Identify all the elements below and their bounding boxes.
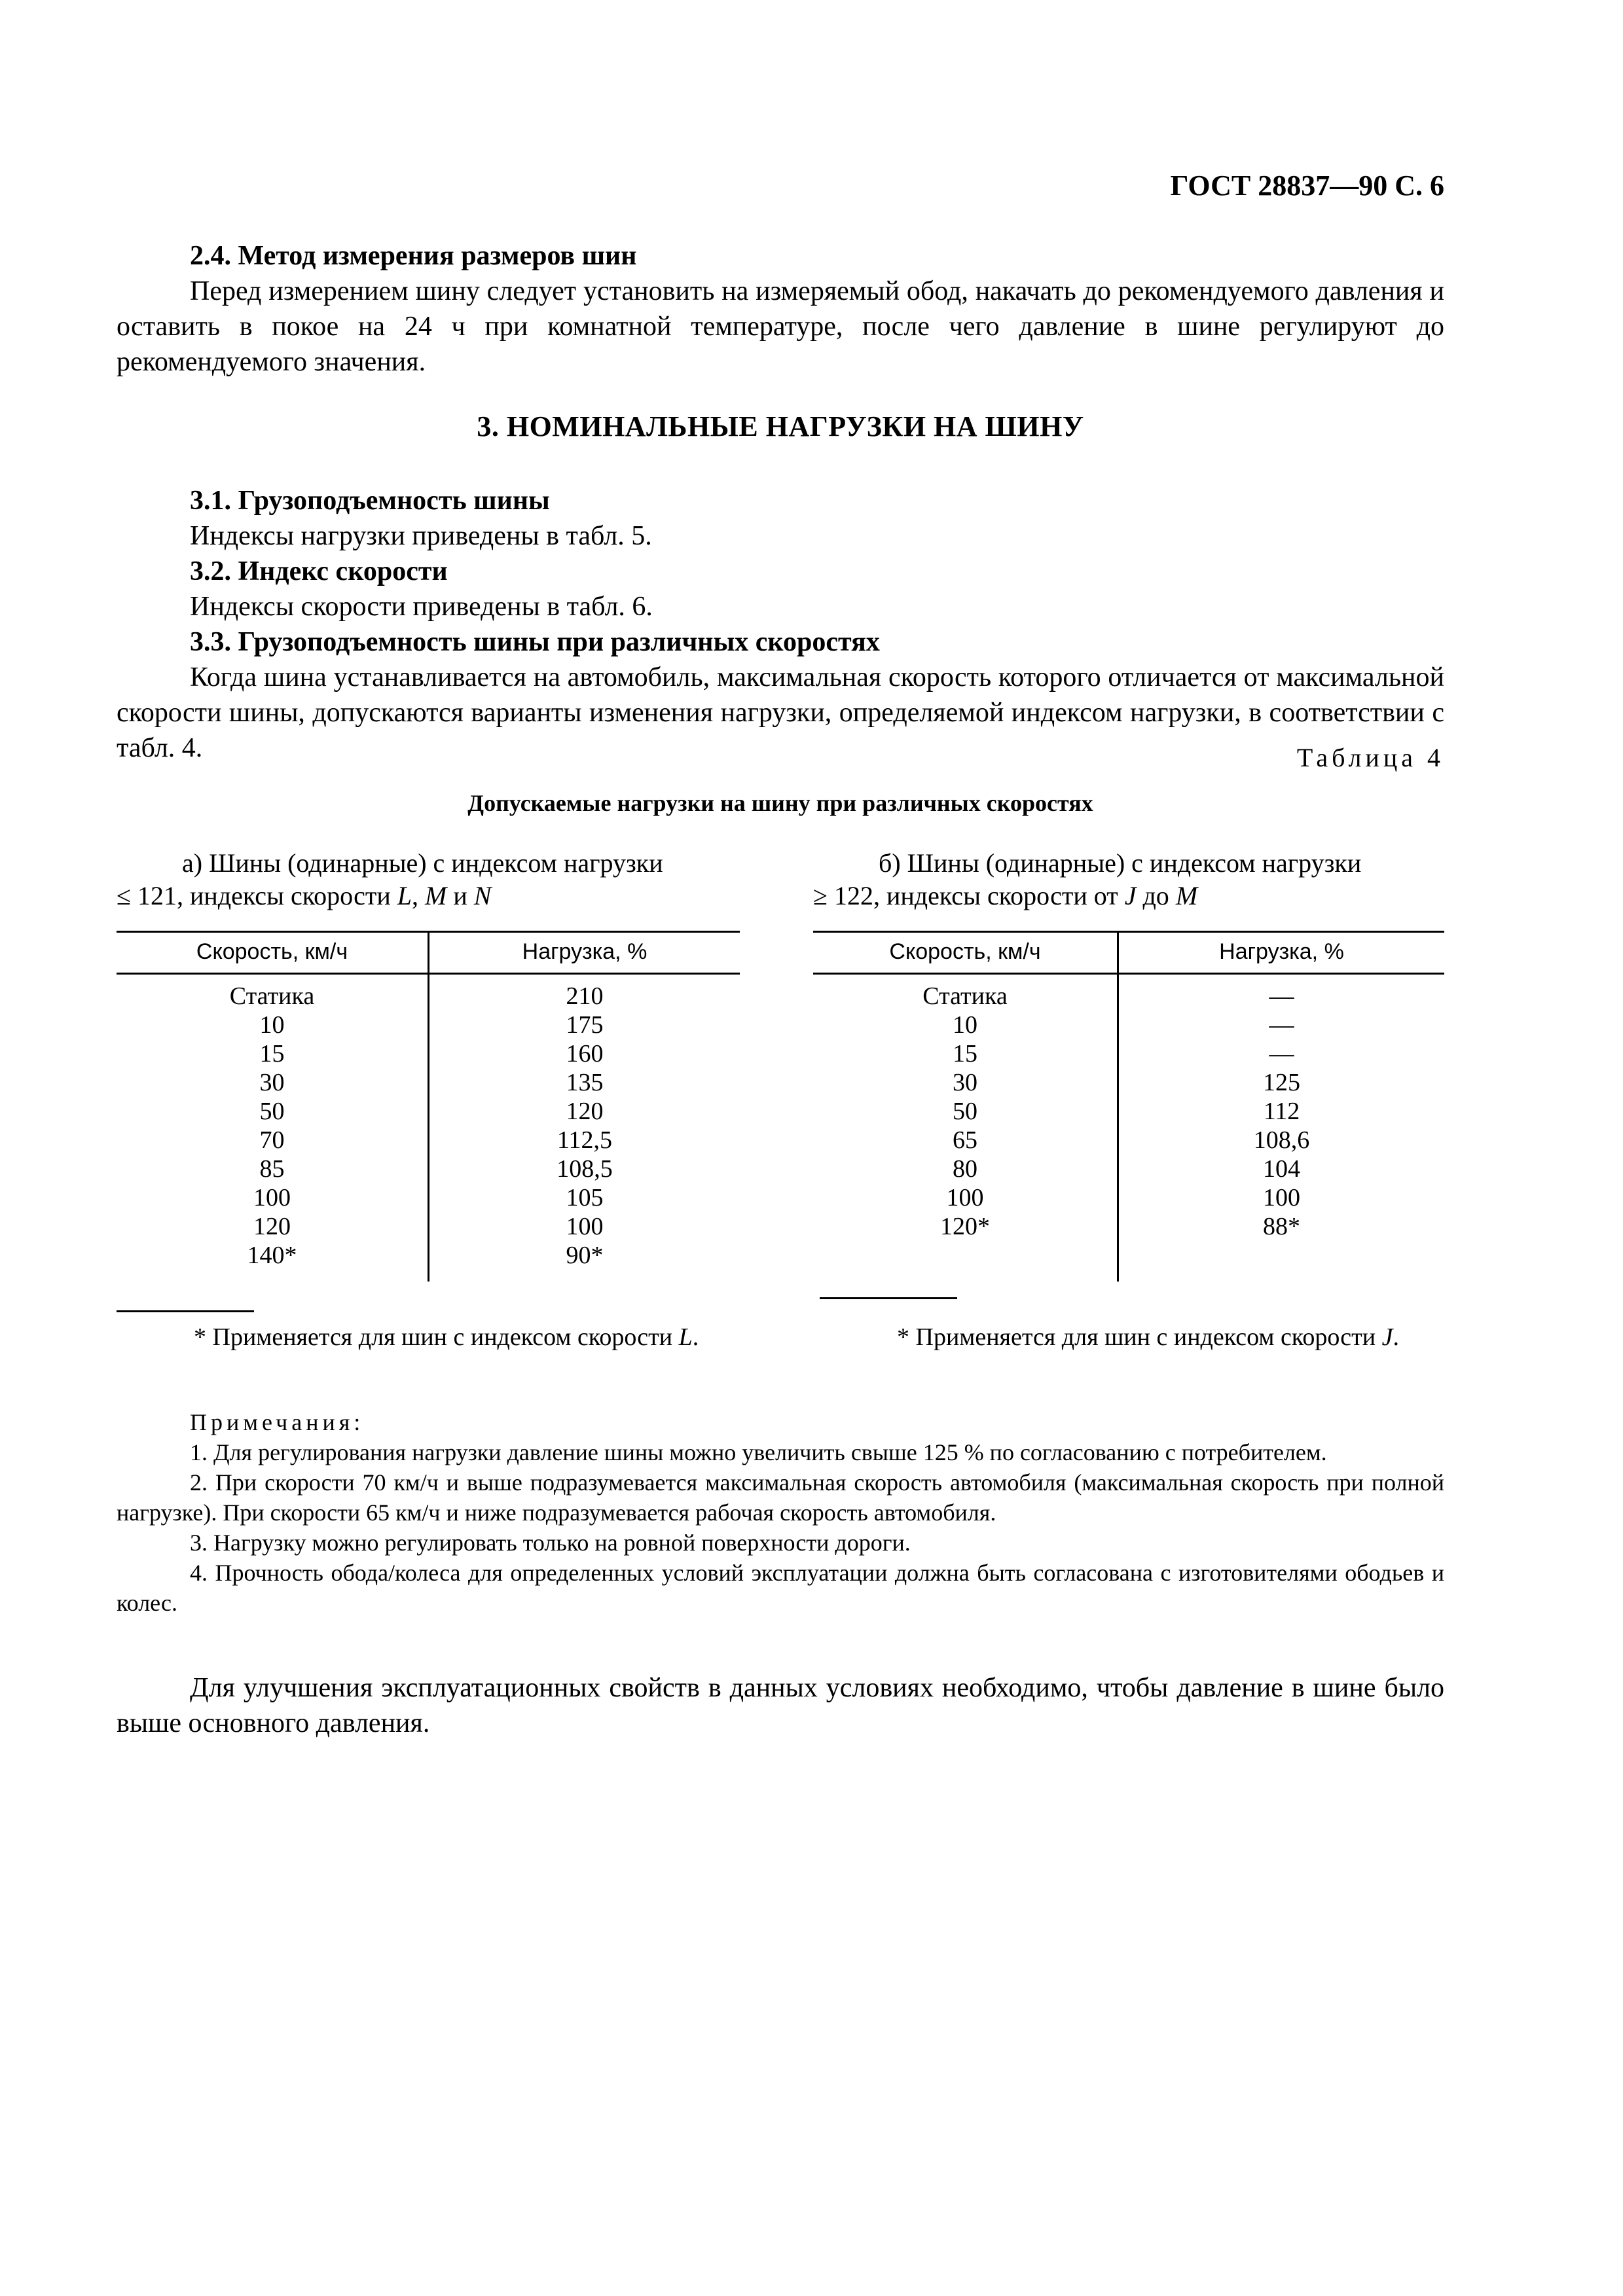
- footnote-b-end: .: [1393, 1323, 1399, 1351]
- section-3-subsections: [117, 483, 1444, 766]
- table-cell-speed: 65: [953, 1126, 977, 1154]
- table-cell-speed: 100: [253, 1184, 291, 1211]
- subtable-a-caption: [117, 847, 739, 912]
- section-3-title: 3. НОМИНАЛЬНЫЕ НАГРУЗКИ НА ШИНУ: [477, 410, 1084, 442]
- table-cell-speed: Статика: [922, 982, 1008, 1010]
- table-cell-load: 108,5: [556, 1155, 613, 1183]
- table-caption: Допускаемые нагрузки на шину при различных скоростях: [467, 790, 1093, 816]
- page-header: ГОСТ 28837—90 С. 6: [1170, 170, 1444, 202]
- notes-heading: Примечания:: [190, 1409, 365, 1435]
- notes: [117, 1407, 1444, 1618]
- table-cell-load: —: [1269, 1040, 1294, 1067]
- table-a-header-speed: Скорость, км/ч: [196, 939, 348, 964]
- speed-index-m: M: [1175, 881, 1198, 910]
- table-cell-speed: 80: [953, 1155, 977, 1183]
- footnote-b-symbol: J: [1381, 1323, 1393, 1351]
- table-cell-load: —: [1269, 1011, 1294, 1039]
- table-cell-speed: 15: [259, 1040, 285, 1067]
- table-b-header-load: Нагрузка, %: [1219, 939, 1344, 964]
- footnote-b-rule: [820, 1297, 957, 1299]
- caption-separator: и: [447, 881, 474, 910]
- subtable-a-caption-line2: [117, 880, 739, 912]
- footnote-a: [117, 1321, 732, 1354]
- subtable-a-caption-prefix: ≤ 121, индексы скорости: [117, 881, 397, 910]
- final-paragraph: Для улучшения эксплуатационных свойств в данных условиях необходимо, чтобы давление в шине было выше основного давления.: [117, 1673, 1444, 1738]
- footnote-a-symbol: L: [678, 1323, 693, 1351]
- table-cell-speed: 50: [259, 1098, 285, 1125]
- table-cell-speed: 100: [946, 1184, 984, 1211]
- table-cell-speed: 140*: [247, 1242, 297, 1269]
- table-cell-speed: 50: [953, 1098, 977, 1125]
- table-label: Таблица 4: [1296, 743, 1444, 772]
- table-cell-speed: 10: [953, 1011, 977, 1039]
- table-cell-load: 100: [566, 1213, 604, 1240]
- note-item: 4. Прочность обода/колеса для определенных условий эксплуатации должна быть согласована с изготовителями ободьев и колес.: [117, 1560, 1444, 1616]
- table-cell-speed: 15: [953, 1040, 977, 1067]
- table-cell-speed: 30: [953, 1069, 977, 1096]
- section-3-2-body: Индексы скорости приведены в табл. 6.: [190, 592, 653, 622]
- table-cell-load: 108,6: [1253, 1126, 1310, 1154]
- table-b-top-rule: [813, 931, 1444, 933]
- section-3-1-body: Индексы нагрузки приведены в табл. 5.: [190, 521, 652, 551]
- table-cell-speed: 120*: [940, 1213, 990, 1240]
- table-cell-load: 112,5: [556, 1126, 613, 1154]
- table-cell-load: 160: [566, 1040, 604, 1067]
- note-item: 1. Для регулирования нагрузки давление шины можно увеличить свыше 125 % по согласованию с потребителем.: [190, 1439, 1327, 1465]
- footnote-b: [820, 1321, 1444, 1354]
- table-cell-load: 125: [1263, 1069, 1300, 1096]
- table-cell-speed: 70: [259, 1126, 285, 1154]
- table-b-header-speed: Скорость, км/ч: [889, 939, 1041, 964]
- section-2-4: [117, 238, 1444, 380]
- table-cell-load: 104: [1263, 1155, 1300, 1183]
- section-2-4-title: 2.4. Метод измерения размеров шин: [190, 241, 637, 271]
- table-cell-speed: Статика: [229, 982, 315, 1010]
- speed-index-j: J: [1124, 881, 1137, 910]
- subtable-b-caption-prefix: ≥ 122, индексы скорости от: [813, 881, 1125, 910]
- subtable-b-caption-line2: [813, 880, 1444, 912]
- footnote-b-text: * Применяется для шин с индексом скорости: [897, 1323, 1382, 1351]
- note-item: 2. При скорости 70 км/ч и выше подразумевается максимальная скорость автомобиля (максимальная скорость при полной нагрузке). При скорости 65 км/ч и ниже подразумевается рабочая скорость автомобиля.: [117, 1469, 1444, 1526]
- table-cell-load: 105: [566, 1184, 604, 1211]
- table-a-header-load: Нагрузка, %: [522, 939, 647, 964]
- table-cell-load: 88*: [1263, 1213, 1300, 1240]
- note-item: 3. Нагрузку можно регулировать только на ровной поверхности дороги.: [190, 1530, 911, 1556]
- footnote-a-rule: [117, 1310, 254, 1312]
- speed-index-n: N: [473, 881, 492, 910]
- subtable-b-caption: [813, 847, 1444, 912]
- table-cell-load: 175: [566, 1011, 604, 1039]
- speed-index-m: M: [424, 881, 447, 910]
- table-cell-load: —: [1269, 982, 1294, 1010]
- table-cell-load: 120: [566, 1098, 604, 1125]
- section-3-3-body: Когда шина устанавливается на автомобиль, максимальная скорость которого отличается от максимальной скорости шины, допускаются варианты изменения нагрузки, определяемой индексом нагрузки, в соответствии с табл. 4.: [117, 662, 1444, 763]
- table-cell-load: 90*: [566, 1242, 604, 1269]
- table-cell-speed: 120: [253, 1213, 291, 1240]
- speed-index-l: L: [397, 881, 412, 910]
- table-cell-load: 100: [1263, 1184, 1300, 1211]
- subtable-a-caption-line1: а) Шины (одинарные) с индексом нагрузки: [182, 848, 663, 878]
- table-cell-speed: 85: [259, 1155, 285, 1183]
- table-cell-load: 135: [566, 1069, 604, 1096]
- footnote-a-end: .: [692, 1323, 699, 1351]
- table-cell-speed: 30: [259, 1069, 285, 1096]
- table-b-header-rule: [813, 973, 1444, 975]
- footnote-a-text: * Применяется для шин с индексом скорости: [194, 1323, 679, 1351]
- section-3-2-title: 3.2. Индекс скорости: [190, 556, 448, 586]
- subtable-b-caption-line1: б) Шины (одинарные) с индексом нагрузки: [879, 848, 1362, 878]
- table-cell-speed: 10: [259, 1011, 285, 1039]
- caption-separator: ,: [411, 881, 425, 910]
- table-cell-load: 112: [1263, 1098, 1300, 1125]
- section-2-4-body: Перед измерением шину следует установить на измеряемый обод, накачать до рекомендуемого давления и оставить в покое на 24 ч при комнатной температуре, после чего давление в шине регулируют до рекомендуемого значения.: [117, 276, 1444, 377]
- section-3-3-title: 3.3. Грузоподъемность шины при различных скоростях: [190, 627, 880, 657]
- table-cell-load: 210: [566, 982, 604, 1010]
- section-3-1-title: 3.1. Грузоподъемность шины: [190, 486, 550, 516]
- caption-separator: до: [1136, 881, 1176, 910]
